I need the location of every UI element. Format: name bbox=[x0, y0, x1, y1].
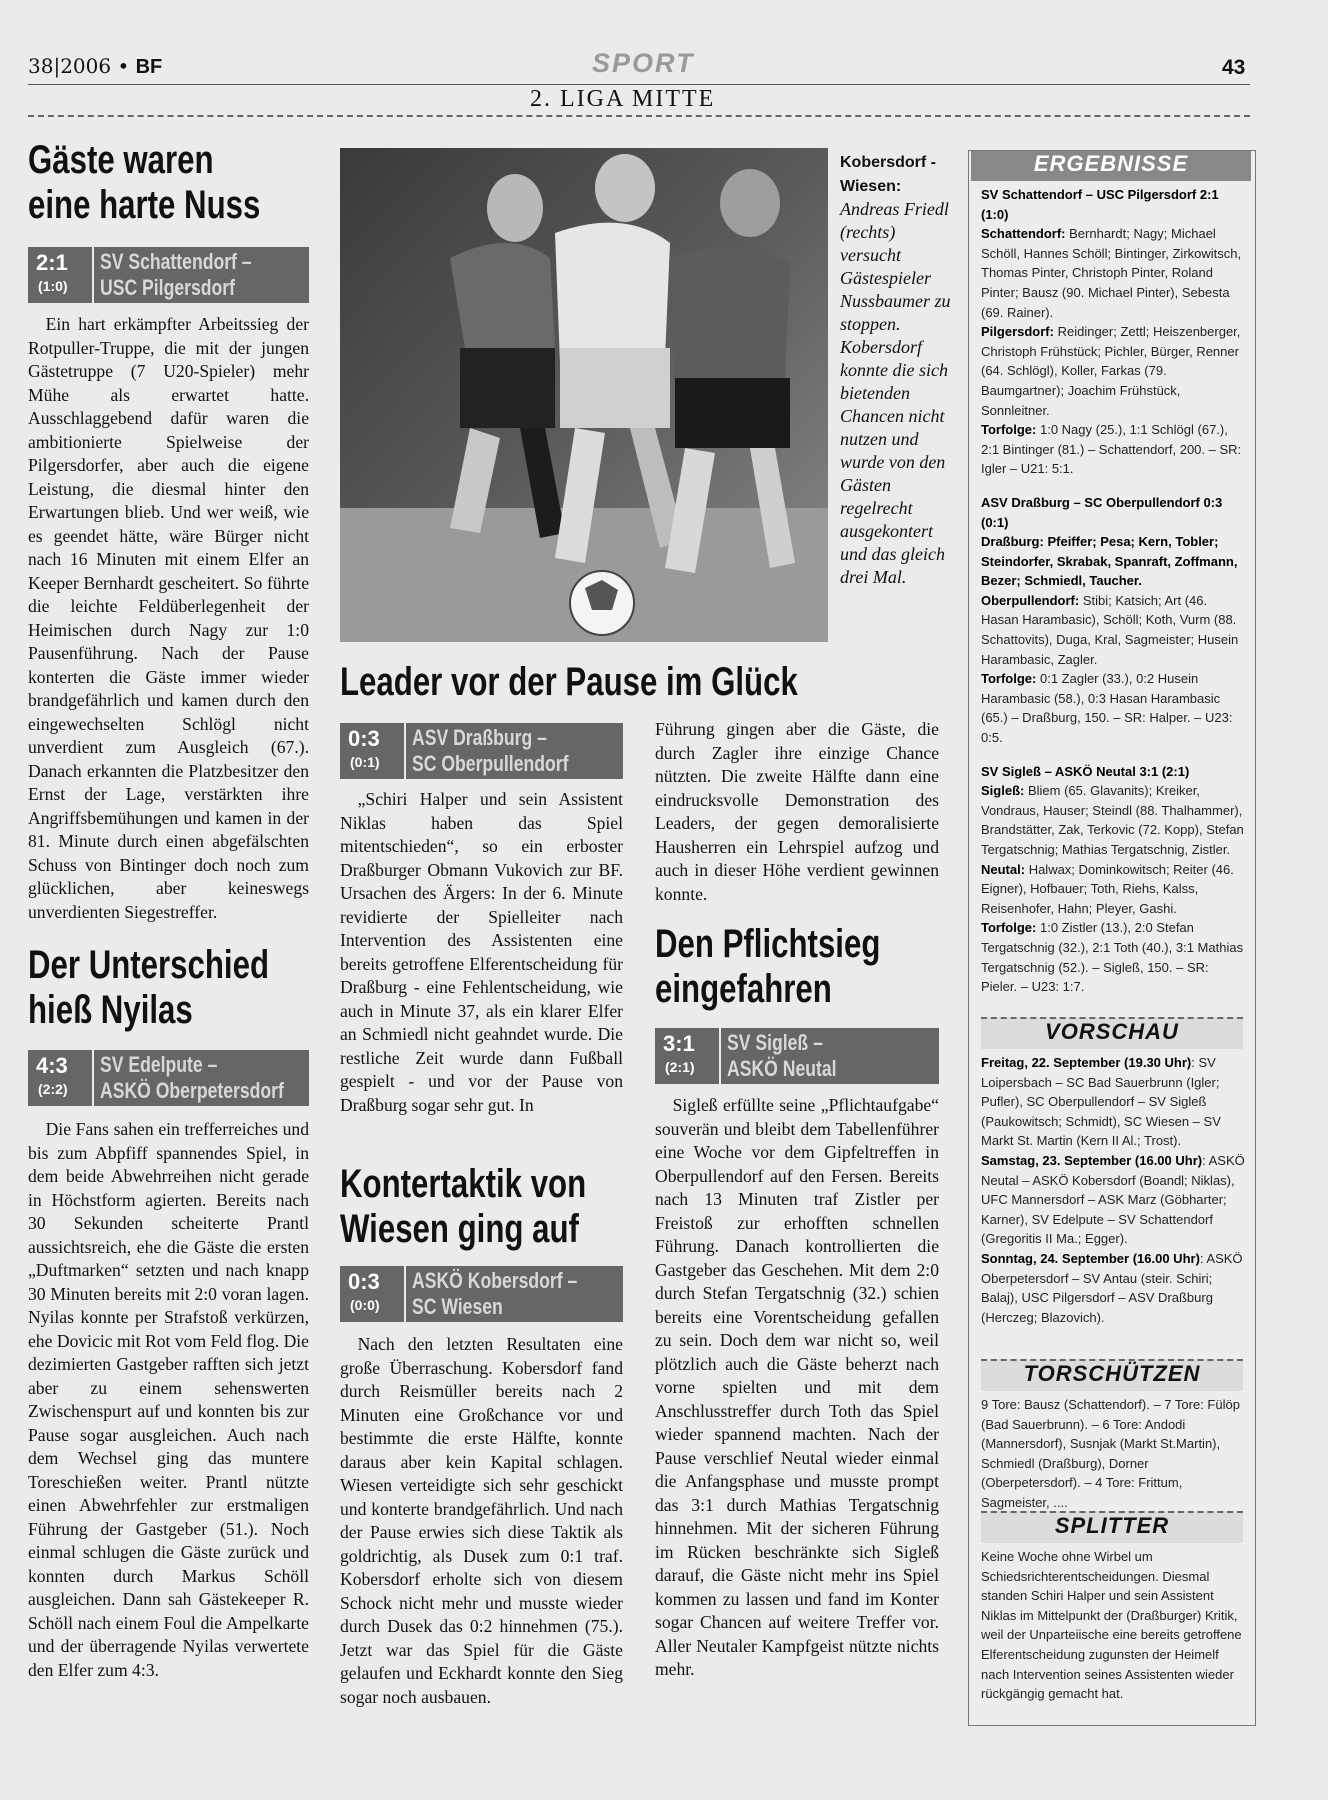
article4-headline: Kontertaktik von Wiesen ging auf bbox=[340, 1162, 587, 1251]
score: 2:1 bbox=[36, 250, 68, 275]
torschuetzen-list: 9 Tore: Bausz (Schattendorf). – 7 Tore: Fülöp (Bad Sauerbrunn). – 6 Tore: Andodi (Mannersdorf), Susnjak (Markt St.Martin), Schmiedl (Draßburg), Dorner (Oberpetersdorf). – 4 Tore: Frittum, Sagmeister, .... bbox=[981, 1397, 1240, 1510]
match-photo-image bbox=[340, 148, 828, 642]
article3-headline: Leader vor der Pause im Glück bbox=[340, 660, 798, 704]
score: 0:3 bbox=[348, 726, 380, 751]
article5-score-box bbox=[655, 1028, 939, 1084]
vorschau-heading: VORSCHAU bbox=[981, 1017, 1243, 1049]
caption-text: Andreas Friedl (rechts) versucht Gästespieler Nussbaumer zu stoppen. Kobersdorf konnte die sich bietenden Chancen nicht nutzen und wurde von den Gästen regelrecht ausgekontert und das gleich drei Mal. bbox=[840, 199, 951, 587]
article3-score-box bbox=[340, 723, 623, 779]
score: 0:3 bbox=[348, 1269, 380, 1294]
teams: ASV Draßburg – SC Oberpullendorf bbox=[412, 725, 569, 776]
score-divider bbox=[92, 1050, 94, 1106]
score-divider bbox=[404, 723, 406, 779]
halftime-score: (0:0) bbox=[350, 1297, 380, 1313]
page-number: 43 bbox=[1222, 56, 1246, 79]
article1-headline: Gäste waren eine harte Nuss bbox=[28, 138, 261, 227]
splitter-text: Keine Woche ohne Wirbel um Schiedsrichterentscheidungen. Diesmal standen Schiri Halper und sein Assistent Niklas im Mittelpunkt der (Draßburger) Kritik, weil der Unparteiische eine bereits getroffene Elferentscheidung zugunsten der Heimelf nach Intervention seines Assistenten wieder rückgängig gemacht hat. bbox=[981, 1549, 1242, 1702]
teams: SV Schattendorf – USC Pilgersdorf bbox=[100, 249, 252, 300]
score-divider bbox=[92, 247, 94, 303]
article2-headline: Der Unterschied hieß Nyilas bbox=[28, 943, 270, 1032]
section-title: SPORT bbox=[592, 48, 695, 78]
article4-score-box bbox=[340, 1266, 623, 1322]
article3-body-right: Führung gingen aber die Gäste, die durch Zagler ihre einzige Chance nützten. Die zweite Hälfte dann eine eindrucksvolle Demonstration des Leaders, der gegen demoralisierte Hausherren ein Lehrspiel aufzog und auch in dieser Höhe verdient gewinnen konnte. bbox=[655, 719, 939, 904]
match-photo bbox=[340, 148, 828, 642]
article3-body-left: „Schiri Halper und sein Assistent Niklas haben das Spiel mitentschieden“, so ein erboster Draßburger Obmann Vukovich zur BF. Ursachen des Ärgers: In der 6. Minute revidierte der Spielleiter nach Intervention des Assistenten eine bereits getroffene Elferentscheidung für Draßburg - eine Fehlentscheidung, wie auch in Minute 37, als ein klarer Elfer an Schmiedl nicht geahndet wurde. Die restliche Zeit wurde dann Fußball gespielt - und vor der Pause von Draßburg sogar sehr gut. In bbox=[340, 789, 623, 1115]
issue-info: 38|2006 • BF bbox=[28, 54, 163, 78]
halftime-score: (0:1) bbox=[350, 754, 380, 770]
header-dashed-rule bbox=[28, 115, 1250, 117]
halftime-score: (2:1) bbox=[665, 1059, 695, 1075]
results-sidebar bbox=[968, 150, 1256, 1726]
halftime-score: (2:2) bbox=[38, 1081, 68, 1097]
score: 3:1 bbox=[663, 1031, 695, 1056]
torschuetzen-heading: TORSCHÜTZEN bbox=[981, 1359, 1243, 1391]
vorschau-list: Freitag, 22. September (19.30 Uhr): SV Loipersbach – SC Bad Sauerbrunn (Igler; Pufler), SC Oberpullendorf – SV Sigleß (Paukowitsch; Schmidt), SC Wiesen – SV Markt St. Martin (Kern II Al.; Trost). Samstag, 23. September (16.00 Uhr): ASKÖ Neutal – ASKÖ Kobersdorf (Boandl; Niklas), UFC Mannersdorf – ASK Marz (Göbharter; Karner), SV Edelpute – SV Schattendorf (Gregoritis II Ma.; Egger). Sonntag, 24. September (16.00 Uhr): ASKÖ Oberpetersdorf – SV Antau (steir. Schiri; Balaj), USC Pilgersdorf – ASV Draßburg (Herczeg; Blazovich). bbox=[981, 1055, 1245, 1325]
caption-lead: Kobersdorf - Wiesen: bbox=[840, 154, 936, 195]
teams: SV Sigleß – ASKÖ Neutal bbox=[727, 1030, 837, 1081]
article2-score-box bbox=[28, 1050, 309, 1106]
article4-body: Nach den letzten Resultaten eine große Überraschung. Kobersdorf fand durch Reismüller bereits nach 2 Minuten eine Großchance vor und bestimmte die erste Hälfte, konnte daraus aber kein Kapital schlagen. Wiesen verteidigte sich sehr geschickt und konterte brandgefährlich. Und nach der Pause erwies sich diese Taktik als goldrichtig, als Dusek zum 0:1 traf. Kobersdorf erholte sich von diesem Schock nicht mehr und musste wieder durch Dusek das 0:2 hinnehmen (75.). Jetzt war das Spiel für die Gäste gelaufen und Eckhardt konnte den Sieg sogar noch ausbauen. bbox=[340, 1334, 623, 1707]
header-rule bbox=[28, 84, 1250, 85]
splitter-heading: SPLITTER bbox=[981, 1511, 1243, 1543]
ergebnisse-heading: ERGEBNISSE bbox=[971, 151, 1251, 181]
teams: ASKÖ Kobersdorf – SC Wiesen bbox=[412, 1268, 578, 1319]
score: 4:3 bbox=[36, 1053, 68, 1078]
teams: SV Edelpute – ASKÖ Oberpetersdorf bbox=[100, 1052, 284, 1103]
league-title: 2. LIGA MITTE bbox=[530, 86, 716, 112]
article5-headline: Den Pflichtsieg eingefahren bbox=[655, 922, 881, 1011]
article2-body: Die Fans sahen ein trefferreiches und bis zum Abpfiff spannendes Spiel, in dem beide Abwehrreihen nicht gerade in Höchstform agierten. Bereits nach 30 Sekunden scheiterte Prantl aussichtsreich, ehe die Gäste die ersten „Duftmarken“ setzten und nach knapp 30 Minuten bereits mit 2:0 voran lagen. Nyilas konnte per Strafstoß verkürzen, ehe Dovicic mit Rot vom Feld flog. Die dezimierten Gastgeber rafften sich jetzt aber zu einem sehenswerten Zwischenspurt auf und konnten bis zur Pause sogar ausgleichen. Auch nach dem Wechsel ging das muntere Toreschießen weiter. Prantl nützte einen Abwehrfehler zur erstmaligen Führung der Gastgeber (51.). Noch einmal schlugen die Gäste zurück und konnten durch Markus Schöll ausgleichen. Dann sah Gästekeeper R. Schöll nach einem Foul die Ampelkarte und der überragende Nyilas verwertete den Elfer zum 4:3. bbox=[28, 1119, 309, 1680]
score-divider bbox=[719, 1028, 721, 1084]
ergebnisse-list: SV Schattendorf – USC Pilgersdorf 2:1 (1:0) Schattendorf: Bernhardt; Nagy; Michael Schöll, Hannes Schöll; Bintinger, Zirkowitsch, Thomas Pinter, Christoph Pinter, Roland Pinter; Bausz (90. Michael Pinter), Sebesta (69. Rainer). Pilgersdorf: Reidinger; Zettl; Heiszenberger, Christoph Frühstück; Pichler, Bürger, Renner (64. Schlögl), Koller, Farkas (79. Baumgartner); Joachim Frühstück, Sonnleitner. Torfolge: 1:0 Nagy (25.), 1:1 Schlögl (67.), 2:1 Bintinger (81.) – Schattendorf, 200. – SR: Igler – U21: 5:1. ASV Draßburg – SC Oberpullendorf 0:3 (0:1) Draßburg: Pfeiffer; Pesa; Kern, Tobler; Steindorfer, Skrabak, Spanraft, Zoffmann, Bezer; Schmiedl, Taucher. Oberpullendorf: Stibi; Katsich; Art (46. Hasan Harambasic), Schöll; Koth, Vurm (88. Schattovits), Duga, Kral, Sagmeister; Husein Harambasic, Zagler. Torfolge: 0:1 Zagler (33.), 0:2 Husein Harambasic (58.), 0:3 Hasan Harambasic (65.) – Draßburg, 150. – SR: Halper. – U23: 0:5. SV Sigleß – ASKÖ Neutal 3:1 (2:1) Sigleß: Bliem (65. Glavanits); Kreiker, Vondraus, Hauser; Steindl (88. Thalhammer), Brandstätter, Zak, Terkovic (72. Kopp), Stefan Tergatschnig; Mathias Tergatschnig, Zistler. Neutal: Halwax; Dominkowitsch; Reiter (46. Eigner), Hofbauer; Toth, Riehs, Kalss, Reisenhofer, Hahn; Pleyer, Gashi. Torfolge: 1:0 Zistler (13.), 2:0 Stefan Tergatschnig (32.), 2:1 Toth (40.), 3:1 Mathias Tergatschnig (52.). – Sigleß, 150. – SR: Pieler. – U23: 1:7. bbox=[981, 187, 1244, 995]
article1-score-box bbox=[28, 247, 309, 303]
score-divider bbox=[404, 1266, 406, 1322]
article5-body: Sigleß erfüllte seine „Pflichtaufgabe“ souverän und bleibt dem Tabellenführer eine Woche vor dem Gipfeltreffen in Oberpullendorf auf den Fersen. Bereits nach 13 Minuten traf Zistler per Freistoß zur erhofften schnellen Führung. Danach kontrollierten die Gastgeber das Geschehen. Mit dem 2:0 durch Stefan Tergatschnig (32.) schien bereits eine Vorentscheidung gefallen zu sein. Doch dem war nicht so, weil plötzlich auch die Gäste beherzt nach vorne spielten und mit dem Anschlusstreffer durch Toth das Spiel wieder spannend machten. Nach der Pause verschlief Neutal wieder einmal die Anfangsphase und musste prompt das 3:1 durch Mathias Tergatschnig hinnehmen. Mit der sicheren Führung im Rücken beschränkte sich Sigleß darauf, die Gäste nicht mehr ins Spiel kommen zu lassen und fand im Konter sogar Chancen auf weitere Treffer vor. Aller Neutaler Kampfgeist nützte nichts mehr. bbox=[655, 1095, 939, 1679]
photo-caption bbox=[840, 150, 952, 589]
halftime-score: (1:0) bbox=[38, 278, 68, 294]
article1-body: Ein hart erkämpfter Arbeitssieg der Rotpuller-Truppe, die mit der jungen Gästetruppe (7 U20-Spieler) mehr Mühe als erwartet hatte. Ausschlaggebend dafür waren die ambitionierte Spielweise der Pilgersdorfer, aber auch die eigene Leistung, die diesmal hinter den Erwartungen blieb. Und wer weiß, wie es geendet hätte, wäre Bürger nicht nach 16 Minuten mit einem Elfer an Keeper Bernhardt gescheitert. So führte die leichte Feldüberlegenheit der Heimischen durch Nagy zur 1:0 Pausenführung. Nach der Pause konterten die Gäste immer wieder brandgefährlich und kamen durch den eingewechselten Schlögl nicht unverdient zum Ausgleich (67.). Danach erkannten die Platzbesitzer den Ernst der Lage, verstärkten ihre Angriffsbemühungen und kamen in der 81. Minute durch einen abgefälschten Schuss von Bintinger doch noch zum glücklichen, aber keineswegs unverdienten Siegestreffer. bbox=[28, 314, 309, 922]
